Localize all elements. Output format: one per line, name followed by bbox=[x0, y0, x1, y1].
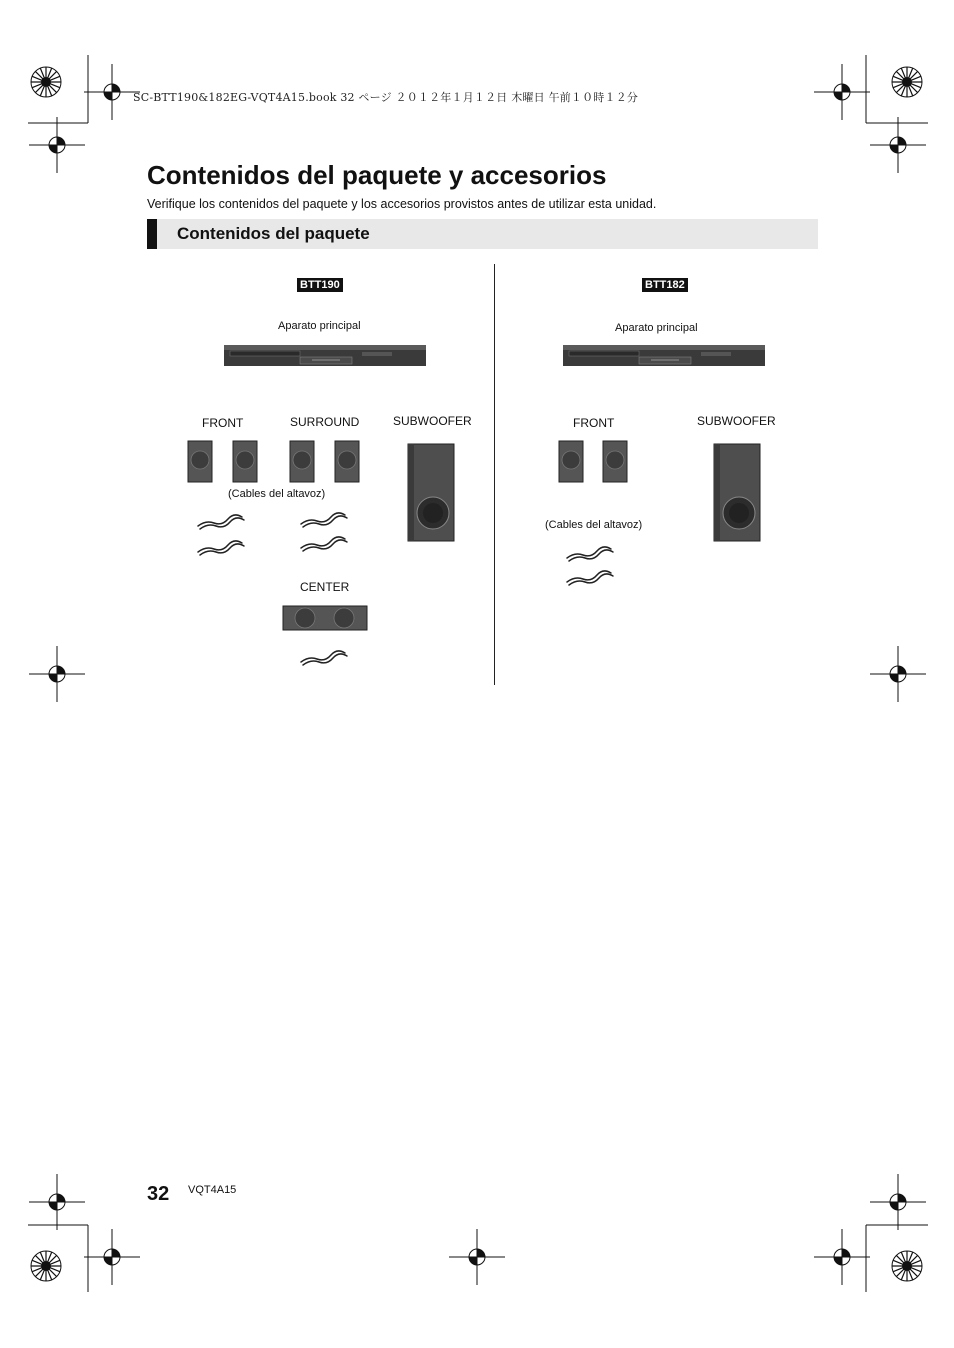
model-badge-btt190: BTT190 bbox=[297, 278, 343, 292]
front-label-left: FRONT bbox=[202, 416, 244, 430]
intro-text: Verifique los contenidos del paquete y los accesorios provistos antes de utilizar esta unidad. bbox=[147, 197, 657, 211]
cables-label-right: (Cables del altavoz) bbox=[545, 519, 643, 531]
model-badge-btt182: BTT182 bbox=[642, 278, 688, 292]
subwoofer-label-right: SUBWOOFER bbox=[697, 414, 776, 428]
page-title: Contenidos del paquete y accesorios bbox=[147, 160, 607, 190]
print-header-line: SC-BTT190&182EG-VQT4A15.book 32 ページ ２０１２年１月１２日 木曜日 午前１０時１２分 bbox=[133, 91, 639, 104]
main-unit-label-left: Aparato principal bbox=[278, 320, 361, 332]
front-label-right: FRONT bbox=[573, 416, 615, 430]
page-number: 32 bbox=[147, 1183, 170, 1205]
surround-label-left: SURROUND bbox=[290, 415, 360, 429]
cables-label-left: (Cables del altavoz) bbox=[228, 488, 326, 500]
main-unit-label-right: Aparato principal bbox=[615, 322, 698, 334]
center-label-left: CENTER bbox=[300, 580, 350, 594]
section-title: Contenidos del paquete bbox=[177, 224, 370, 243]
subwoofer-label-left: SUBWOOFER bbox=[393, 414, 472, 428]
document-code: VQT4A15 bbox=[188, 1184, 237, 1196]
